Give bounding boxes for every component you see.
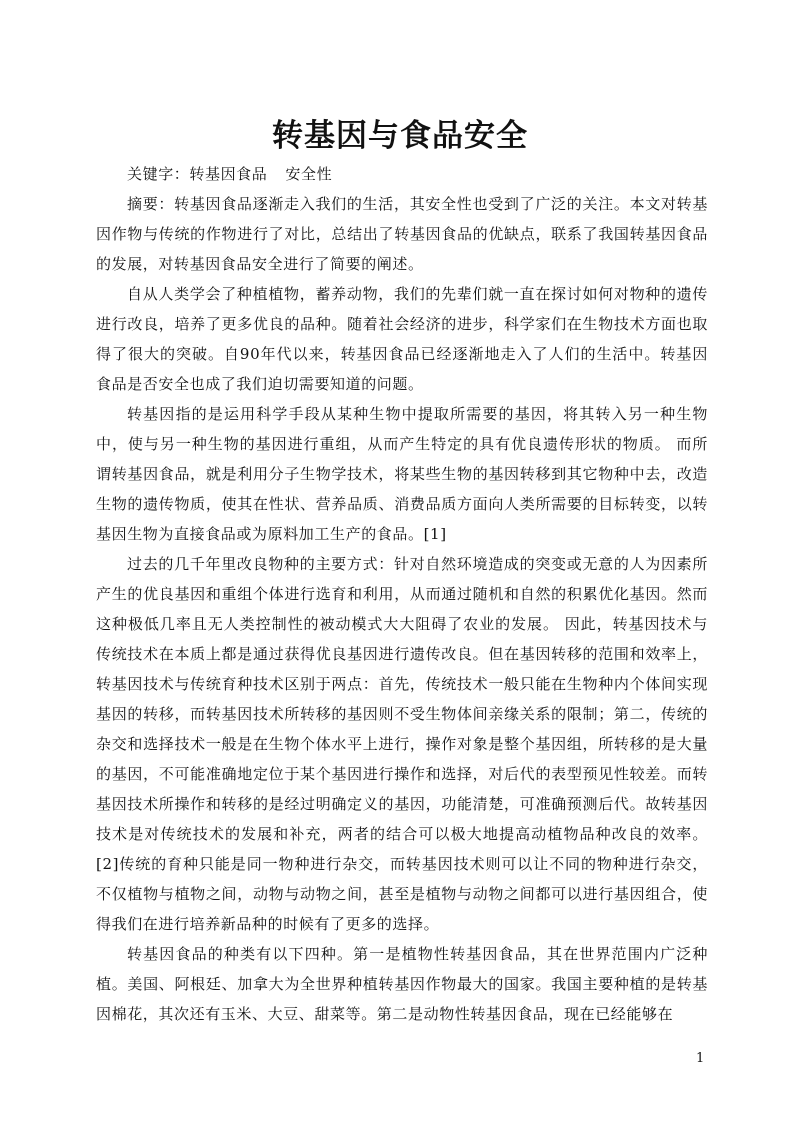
body-paragraph: 转基因指的是运用科学手段从某种生物中提取所需要的基因，将其转入另一种生物中，使与另一种生物的基因进行重组，从而产生特定的具有优良遗传形状的物质。 而所谓转基因食品，就是利用分子生物学技术，将某些生物的基因转移到其它物种中去，改造生物的遗传物质，使其在性状、营养品质、消费品质方面向人类所需要的目标转变，以转基因生物为直接食品或为原料加工生产的食品。[1] bbox=[96, 405, 708, 543]
keyword-item: 安全性 bbox=[285, 165, 333, 183]
keyword-item: 转基因食品 bbox=[189, 165, 268, 183]
keywords-line bbox=[96, 159, 708, 189]
body-paragraph: 自从人类学会了种植植物，蓄养动物，我们的先辈们就一直在探讨如何对物种的遗传进行改良，培养了更多优良的品种。随着社会经济的进步，科学家们在生物技术方面也取得了很大的突破。自90年代以来，转基因食品已经逐渐地走入了人们的生活中。转基因食品是否安全也成了我们迫切需要知道的问题。 bbox=[96, 285, 708, 393]
page-number: 1 bbox=[696, 1051, 705, 1066]
document-title: 转基因与食品安全 bbox=[272, 118, 528, 154]
document-body bbox=[96, 159, 708, 1029]
body-paragraph: 转基因食品的种类有以下四种。第一是植物性转基因食品，其在世界范围内广泛种植。美国、阿根廷、加拿大为全世界种植转基因作物最大的国家。我国主要种植的是转基因棉花，其次还有玉米、大豆、甜菜等。第二是动物性转基因食品，现在已经能够在 bbox=[96, 945, 708, 1023]
keywords-label: 关键字： bbox=[127, 165, 190, 183]
body-paragraph: 过去的几千年里改良物种的主要方式：针对自然环境造成的突变或无意的人为因素所产生的优良基因和重组个体进行选育和利用，从而通过随机和自然的积累优化基因。然而这种极低几率且无人类控制性的被动模式大大阻碍了农业的发展。 因此，转基因技术与传统技术在本质上都是通过获得优良基因进行遗传改良。但在基因转移的范围和效率上，转基因技术与传统育种技术区别于两点：首先，传统技术一般只能在生物种内个体间实现基因的转移，而转基因技术所转移的基因则不受生物体间亲缘关系的限制；第二，传统的杂交和选择技术一般是在生物个体水平上进行，操作对象是整个基因组，所转移的是大量的基因，不可能准确地定位于某个基因进行操作和选择，对后代的表型预见性较差。而转基因技术所操作和转移的是经过明确定义的基因，功能清楚，可准确预测后代。故转基因技术是对传统技术的发展和补充，两者的结合可以极大地提高动植物品种改良的效率。[2]传统的育种只能是同一物种进行杂交，而转基因技术则可以让不同的物种进行杂交，不仅植物与植物之间，动物与动物之间，甚至是植物与动物之间都可以进行基因组合，使得我们在进行培养新品种的时候有了更多的选择。 bbox=[96, 555, 708, 933]
abstract-paragraph: 摘要：转基因食品逐渐走入我们的生活，其安全性也受到了广泛的关注。本文对转基因作物与传统的作物进行了对比，总结出了转基因食品的优缺点，联系了我国转基因食品的发展，对转基因食品安全进行了简要的阐述。 bbox=[96, 195, 708, 273]
